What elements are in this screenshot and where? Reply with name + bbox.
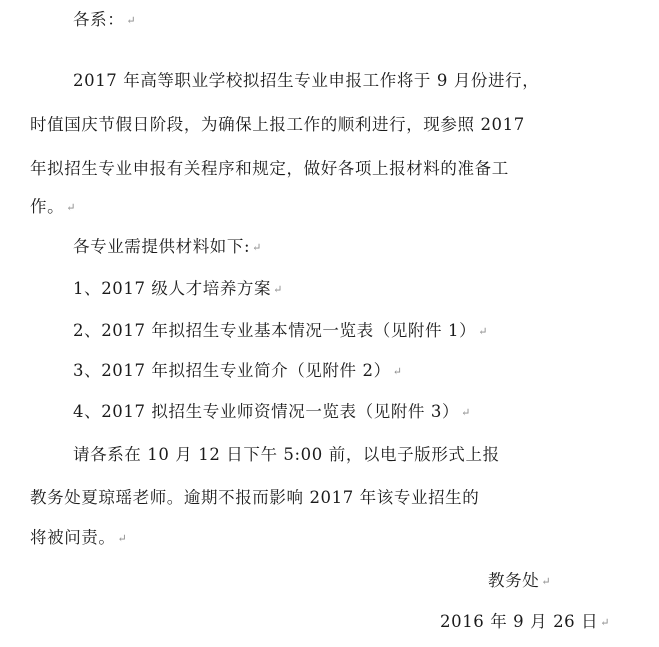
material-item-3 — [73, 360, 403, 383]
paragraph-mark-icon: ↵ — [392, 365, 403, 378]
paragraph1-text-3: 年拟招生专业申报有关程序和规定，做好各项上报材料的准备工 — [30, 159, 509, 178]
paragraph1-text-2: 时值国庆节假日阶段，为确保上报工作的顺利进行，现参照 2017 — [30, 115, 525, 134]
paragraph2-text-1: 请各系在 10 月 12 日下午 5:00 前，以电子版形式上报 — [73, 445, 500, 464]
paragraph-mark-icon: ↵ — [66, 201, 77, 214]
paragraph2-line-2 — [30, 487, 479, 509]
paragraph1-line-4 — [30, 196, 76, 219]
materials-intro-text: 各专业需提供材料如下: — [73, 237, 251, 256]
addressee-text: 各系： — [73, 10, 125, 29]
date-text: 2016 年 9 月 26 日 — [440, 612, 599, 631]
material-item-text: 2、2017 年拟招生专业基本情况一览表（见附件 1） — [73, 321, 477, 340]
paragraph1-line-1 — [73, 70, 539, 92]
paragraph-mark-icon: ↵ — [252, 241, 262, 254]
material-item-text: 1、2017 级人才培养方案 — [73, 279, 272, 298]
paragraph2-text-3: 将被问责。 — [30, 528, 116, 547]
paragraph2-line-3 — [30, 527, 127, 550]
material-item-1 — [73, 278, 283, 301]
paragraph1-line-2 — [30, 114, 525, 136]
addressee-line — [73, 9, 136, 32]
paragraph-mark-icon: ↵ — [117, 532, 128, 545]
paragraph1-line-3 — [30, 158, 509, 180]
paragraph-mark-icon: ↵ — [126, 14, 137, 27]
paragraph-mark-icon: ↵ — [541, 575, 552, 588]
material-item-text: 4、2017 拟招生专业师资情况一览表（见附件 3） — [73, 402, 460, 421]
paragraph-mark-icon: ↵ — [273, 283, 283, 296]
material-item-4 — [73, 401, 471, 424]
paragraph-mark-icon: ↵ — [600, 616, 611, 629]
paragraph2-text-2: 教务处夏琼瑶老师。逾期不报而影响 2017 年该专业招生的 — [30, 488, 480, 507]
materials-intro-line — [73, 236, 262, 259]
paragraph2-line-1 — [73, 444, 500, 466]
paragraph-mark-icon: ↵ — [478, 325, 489, 338]
material-item-text: 3、2017 年拟招生专业简介（见附件 2） — [73, 361, 391, 380]
signature-text: 教务处 — [488, 571, 540, 590]
paragraph1-text-1: 2017 年高等职业学校拟招生专业申报工作将于 9 月份进行， — [73, 71, 540, 90]
date-line — [440, 611, 610, 634]
paragraph-mark-icon: ↵ — [461, 406, 471, 419]
material-item-2 — [73, 320, 488, 343]
paragraph1-text-4: 作。 — [30, 197, 65, 216]
signature-line — [488, 570, 551, 593]
